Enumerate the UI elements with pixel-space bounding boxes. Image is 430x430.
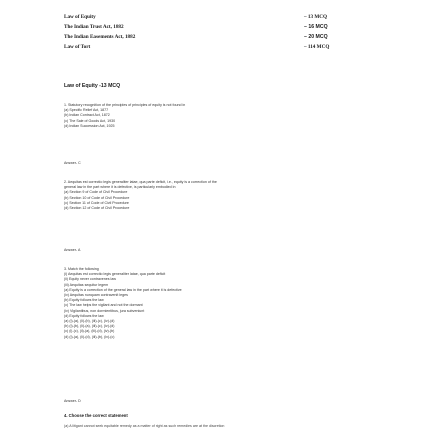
question-line: (iv) Vigilantibus, non dormientibus, jura subveniunt: [64, 308, 145, 313]
question-3: [64, 267, 374, 340]
toc-name: Law of Tort: [64, 44, 91, 50]
toc-count: – 13 MCQ: [304, 14, 328, 20]
question-text: 2. Aequitas est correctio legis generaliter latae, qua parte deficit, i.e., equity is a correction of the: [64, 180, 217, 184]
question-line: (iii) Aequitas sequitur legem: [64, 282, 109, 287]
toc-row: [64, 32, 364, 42]
question-line: (d) Equity follows the law: [64, 313, 104, 318]
question-1: [64, 103, 374, 129]
toc-row: [64, 42, 364, 52]
question-line: (i) Aequitas est correctio legis generaliter latae, qua parte deficit: [64, 272, 166, 277]
question-line: (iv) Aequitas nunquam contravenit leges: [64, 293, 128, 298]
question-line: (c) The law helps the vigilant and not the dormant: [64, 303, 143, 308]
question-4-option: (a) A litigant cannot seek equitable remedy as a matter of right as such remedies are at the discretion: [64, 424, 225, 428]
toc-count: – 16 MCQ: [304, 24, 328, 30]
toc-count: – 114 MCQ: [304, 44, 330, 50]
toc-row: [64, 22, 364, 32]
option: (a) Specific Relief Act, 1877: [64, 108, 109, 113]
answer-3: Answer- D: [64, 399, 81, 403]
question-line: (b) Equity follows the law: [64, 298, 104, 303]
question-line: 3. Match the following: [64, 267, 99, 271]
option: (a) (i)-(a), (ii)-(b), (iii)-(c), (iv)-(d): [64, 319, 115, 324]
table-of-contents: [64, 12, 364, 52]
section-title: Law of Equity -13 MCQ: [64, 83, 121, 89]
option: (b) Indian Contract Act, 1872: [64, 113, 110, 118]
toc-name: The Indian Trust Act, 1882: [64, 24, 124, 30]
question-text: general law in the part where it is defective, is particularly embodied in: [64, 185, 176, 190]
option: (d) (i)-(a), (ii)-(d), (iii)-(b), (iv)-(c): [64, 334, 115, 339]
question-4: 4. Choose the correct statement: [64, 413, 128, 418]
option: (d) Indian Succession Act, 1925: [64, 123, 115, 128]
option: (d) Section 12 of Code of Civil Procedure: [64, 206, 130, 211]
option: (c) Section 11 of Code of Civil Procedure: [64, 200, 129, 205]
question-text: 1. Statutory recognition of the principles of principles of equity is not found in: [64, 103, 186, 107]
option: (b) (i)-(b), (ii)-(a), (iii)-(c), (iv)-(d): [64, 324, 115, 329]
question-line: (a) Equity is a correction of the general law in the part where it is defective: [64, 287, 182, 292]
toc-row: [64, 12, 364, 22]
option: (b) Section 10 of Code of Civil Procedure: [64, 195, 130, 200]
question-2: [64, 180, 374, 211]
answer-2: Answer- A: [64, 248, 81, 252]
toc-name: The Indian Easements Act, 1882: [64, 34, 136, 40]
toc-name: Law of Equity: [64, 14, 96, 20]
answer-1: Answer- C: [64, 161, 81, 165]
option: (a) Section 9 of Code of Civil Procedure: [64, 190, 128, 195]
toc-count: – 20 MCQ: [304, 34, 328, 40]
question-line: (ii) Equity never contravenes law: [64, 277, 116, 282]
option: (c) (i)-(c), (ii)-(a), (iii)-(d), (iv)-(b): [64, 329, 115, 334]
option: (c) The Sale of Goods Act, 1930: [64, 118, 116, 123]
